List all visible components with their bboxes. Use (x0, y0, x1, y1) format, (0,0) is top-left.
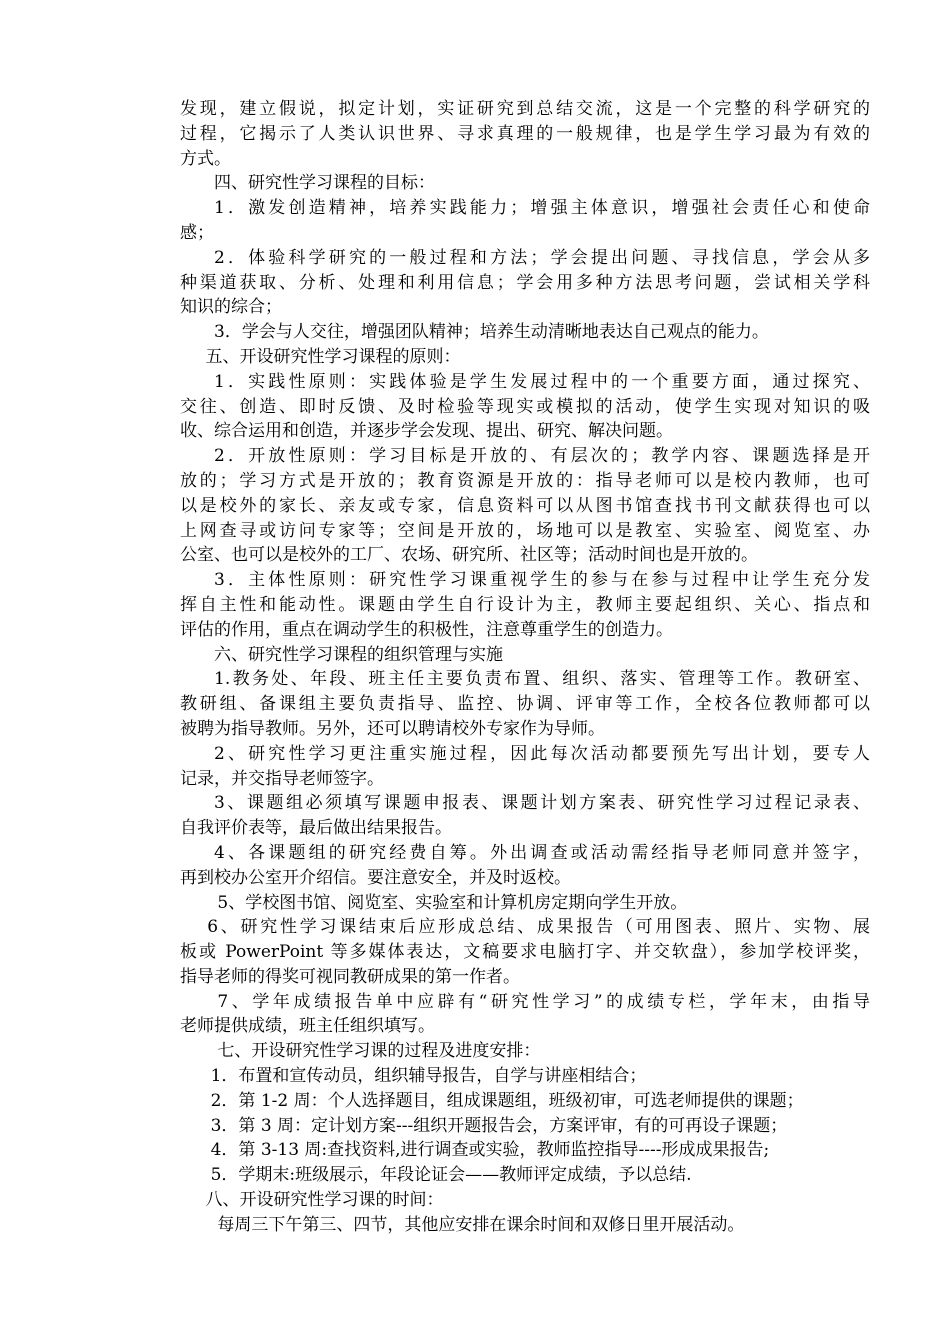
text-line: 1．激发创造精神，培养实践能力；增强主体意识，增强社会责任心和使命 (214, 198, 870, 219)
text-line: 1．布置和宣传动员，组织辅导报告，自学与讲座相结合； (210, 1066, 647, 1087)
text-line: 种渠道获取、分析、处理和利用信息；学会用多种方法思考问题，尝试相关学科 (180, 272, 870, 293)
text-line: 知识的综合； (180, 297, 282, 318)
text-line: 七、开设研究性学习课的过程及进度安排： (217, 1041, 541, 1062)
text-line: 五、开设研究性学习课程的原则： (205, 346, 461, 367)
text-line: 每周三下午第三、四节，其他应安排在课余时间和双修日里开展活动。 (217, 1214, 745, 1235)
text-line: 收、综合运用和创造，并逐步学会发现、提出、研究、解决问题。 (180, 421, 673, 442)
text-line: 1.教务处、年段、班主任主要负责布置、组织、落实、管理等工作。教研室、 (214, 669, 870, 690)
text-line: 2．开放性原则：学习目标是开放的、有层次的；教学内容、课题选择是开 (214, 446, 870, 467)
text-line: 以是校外的家长、亲友或专家，信息资料可以从图书馆查找书刊文献获得也可以 (180, 495, 870, 516)
text-line: 2、研究性学习更注重实施过程，因此每次活动都要预先写出计划，要专人 (214, 743, 870, 764)
text-line: 过程，它揭示了人类认识世界、寻求真理的一般规律，也是学生学习最为有效的 (180, 123, 870, 144)
text-line: 3．主体性原则：研究性学习课重视学生的参与在参与过程中让学生充分发 (214, 570, 870, 591)
text-line: 1．实践性原则：实践体验是学生发展过程中的一个重要方面，通过探究、 (214, 371, 870, 392)
text-line: 再到校办公室开介绍信。要注意安全，并及时返校。 (180, 867, 571, 888)
text-line: 公室、也可以是校外的工厂、农场、研究所、社区等；活动时间也是开放的。 (180, 545, 758, 566)
text-line: 3．第 3 周：定计划方案---组织开题报告会，方案评审，有的可再设子课题； (210, 1115, 788, 1136)
text-line: 2．第 1-2 周：个人选择题目，组成课题组，班级初审，可选老师提供的课题； (210, 1090, 804, 1111)
text-line: 3、课题组必须填写课题申报表、课题计划方案表、研究性学习过程记录表、 (214, 793, 870, 814)
text-line: 被聘为指导教师。另外，还可以聘请校外专家作为导师。 (180, 718, 605, 739)
text-line: 5．学期末:班级展示，年段论证会——教师评定成绩，予以总结. (210, 1165, 692, 1186)
text-line: 教研组、备课组主要负责指导、监控、协调、评审等工作，全校各位教师都可以 (180, 694, 870, 715)
text-line: 老师提供成绩，班主任组织填写。 (180, 1016, 435, 1037)
text-line: 自我评价表等，最后做出结果报告。 (180, 818, 452, 839)
text-line: 六、研究性学习课程的组织管理与实施 (214, 644, 503, 665)
text-line: 挥自主性和能动性。课题由学生自行设计为主，教师主要起组织、关心、指点和 (180, 594, 870, 615)
text-line: 四、研究性学习课程的目标： (214, 173, 435, 194)
text-line: 上网查寻或访问专家等；空间是开放的，场地可以是教室、实验室、阅览室、办 (180, 520, 870, 541)
text-line: 交往、创造、即时反馈、及时检验等现实或模拟的活动，使学生实现对知识的吸 (180, 396, 870, 417)
text-line: 方式。 (180, 148, 231, 169)
text-line: 感； (180, 222, 214, 243)
text-line: 6、研究性学习课结束后应形成总结、成果报告（可用图表、照片、实物、展 (207, 917, 870, 938)
text-line: 5、学校图书馆、阅览室、实验室和计算机房定期向学生开放。 (217, 892, 688, 913)
text-line: 2．体验科学研究的一般过程和方法；学会提出问题、寻找信息，学会从多 (214, 247, 870, 268)
text-line: 八、开设研究性学习课的时间： (205, 1190, 444, 1211)
text-line: 发现，建立假说，拟定计划，实证研究到总结交流，这是一个完整的科学研究的 (180, 99, 870, 119)
text-line: 7、学年成绩报告单中应辟有“研究性学习”的成绩专栏，学年末，由指导 (217, 991, 870, 1012)
document-body (180, 97, 870, 1238)
text-line: 板或 PowerPoint 等多媒体表达，文稿要求电脑打字、并交软盘），参加学校评奖， (180, 942, 870, 963)
text-line: 记录，并交指导老师签字。 (180, 768, 384, 789)
text-line: 4．第 3-13 周:查找资料,进行调查或实验，教师监控指导----形成成果报告; (210, 1140, 770, 1161)
text-line: 指导老师的得奖可视同教研成果的第一作者。 (180, 966, 520, 987)
text-line: 3．学会与人交往，增强团队精神；培养生动清晰地表达自己观点的能力。 (214, 322, 769, 343)
text-line: 4、各课题组的研究经费自筹。外出调查或活动需经指导老师同意并签字， (214, 842, 870, 863)
text-line: 评估的作用，重点在调动学生的积极性，注意尊重学生的创造力。 (180, 619, 673, 640)
text-line: 放的；学习方式是开放的；教育资源是开放的：指导老师可以是校内教师，也可 (180, 470, 870, 491)
